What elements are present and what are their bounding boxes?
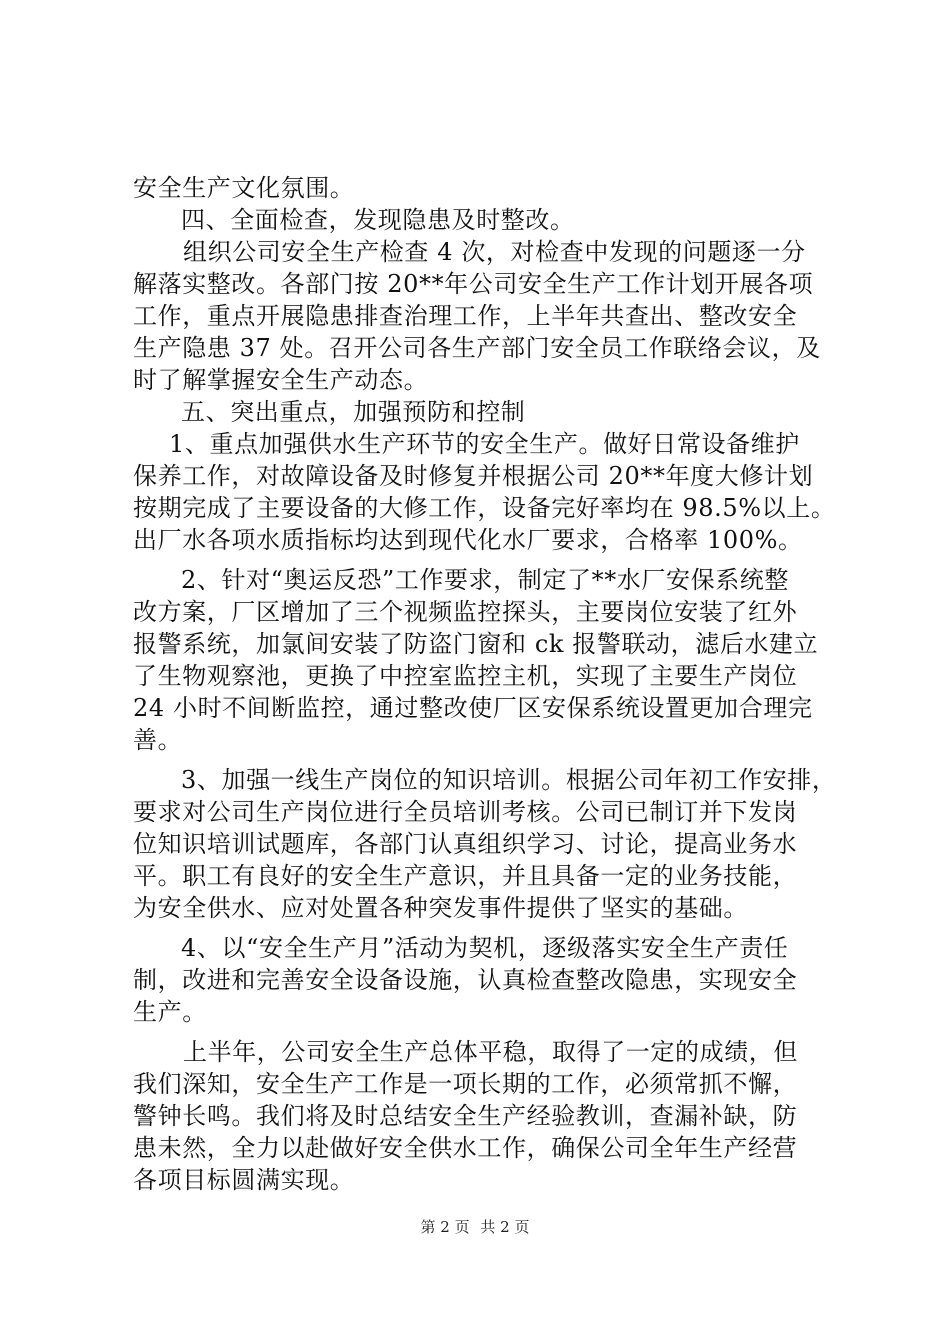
text-line: 警钟长鸣。我们将及时总结安全生产经验教训，查漏补缺，防 (133, 1102, 798, 1130)
text-line: 1、重点加强供水生产环节的安全生产。做好日常设备维护 (169, 430, 800, 458)
text-line: 为安全供水、应对处置各种突发事件提供了坚实的基础。 (133, 894, 748, 922)
text-line: 组织公司安全生产检查 4 次，对检查中发现的问题逐一分 (183, 238, 806, 266)
document-body (133, 172, 837, 1196)
text-line: 按期完成了主要设备的大修工作，设备完好率均在 98.5%以上。 (133, 494, 836, 522)
text-line: 我们深知，安全生产工作是一项长期的工作，必须常抓不懈， (133, 1070, 798, 1098)
section-heading: 四、全面检查，发现隐患及时整改。 (181, 206, 575, 234)
text-line: 生产。 (133, 998, 207, 1026)
text-line: 保养工作，对故障设备及时修复并根据公司 20**年度大修计划 (133, 462, 814, 490)
text-line: 平。职工有良好的安全生产意识，并且具备一定的业务技能， (133, 862, 798, 890)
text-line: 改方案，厂区增加了三个视频监控探头，主要岗位安装了红外 (133, 598, 798, 626)
page-total: 共 2 页 (480, 1218, 530, 1236)
text-line: 生产隐患 37 处。召开公司各生产部门安全员工作联络会议，及 (133, 334, 821, 362)
text-line: 要求对公司生产岗位进行全员培训考核。公司已制订并下发岗 (133, 798, 798, 826)
text-line: 出厂水各项水质指标均达到现代化水厂要求，合格率 100%。 (133, 526, 803, 554)
text-line: 患未然，全力以赴做好安全供水工作，确保公司全年生产经营 (133, 1134, 798, 1162)
text-line: 制，改进和完善安全设备设施，认真检查整改隐患，实现安全 (133, 966, 798, 994)
text-line: 上半年，公司安全生产总体平稳，取得了一定的成绩，但 (183, 1038, 798, 1066)
text-line: 解落实整改。各部门按 20**年公司安全生产工作计划开展各项 (133, 270, 814, 298)
text-line: 工作，重点开展隐患排查治理工作，上半年共查出、整改安全 (133, 302, 798, 330)
text-line: 2、针对“奥运反恐”工作要求，制定了**水厂安保系统整 (181, 566, 790, 594)
text-line: 时了解掌握安全生产动态。 (133, 366, 429, 394)
text-line: 了生物观察池，更换了中控室监控主机，实现了主要生产岗位 (133, 662, 798, 690)
text-line: 3、加强一线生产岗位的知识培训。根据公司年初工作安排， (181, 766, 837, 794)
text-line: 4、以“安全生产月”活动为契机，逐级落实安全生产责任 (181, 934, 789, 962)
text-line: 安全生产文化氛围。 (133, 174, 355, 202)
text-line: 位知识培训试题库，各部门认真组织学习、讨论，提高业务水 (133, 830, 798, 858)
text-line: 24 小时不间断监控，通过整改使厂区安保系统设置更加合理完 (133, 694, 813, 722)
text-line: 各项目标圆满实现。 (133, 1166, 355, 1194)
text-line: 善。 (133, 726, 183, 754)
section-heading: 五、突出重点，加强预防和控制 (181, 398, 526, 426)
page-number: 第 2 页 (420, 1218, 470, 1236)
text-line: 报警系统，加氯间安装了防盗门窗和 ck 报警联动，滤后水建立 (133, 630, 819, 658)
page-footer (0, 1217, 950, 1237)
